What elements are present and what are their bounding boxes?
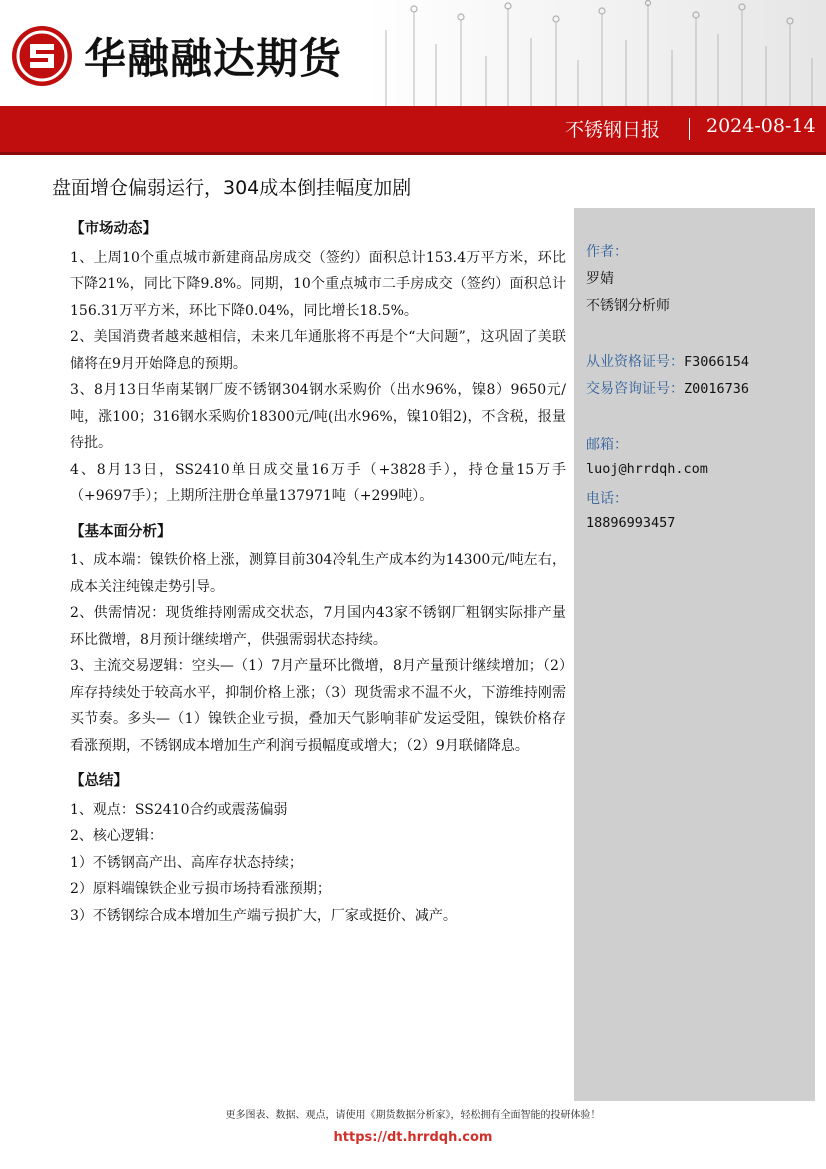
- qualification-label: 从业资格证号：: [586, 354, 684, 370]
- title-divider: [689, 118, 690, 140]
- paragraph: 1、成本端：镍铁价格上涨，测算目前304冷轧生产成本约为14300元/吨左右，成本关注纯镍走势引导。: [70, 552, 566, 595]
- paragraph: 1、上周10个重点城市新建商品房成交（签约）面积总计153.4万平方米，环比下降21%，同比下降9.8%。同期，10个重点城市二手房成交（签约）面积总计156.31万平方米，环比下降0.04%，同比增长18.5%。: [70, 249, 566, 319]
- author-label: 作者：: [586, 244, 628, 260]
- consult-label: 交易咨询证号：: [586, 381, 684, 397]
- report-headline: 盘面增仓偏弱运行，304成本倒挂幅度加剧: [52, 177, 412, 199]
- section-summary: [70, 768, 566, 929]
- section-title: 【市场动态】: [70, 221, 157, 237]
- report-title-bar: [0, 106, 826, 155]
- section-market-news: [70, 216, 566, 510]
- company-name: 华融融达期货: [84, 34, 343, 83]
- paragraph: 3、主流交易逻辑：空头—（1）7月产量环比微增，8月产量预计继续增加；（2）库存持续处于较高水平，抑制价格上涨；（3）现货需求不温不火，下游维持刚需买节奏。多头—（1）镍铁企业亏损，叠加天气影响菲矿发运受阻，镍铁价格存看涨预期，不锈钢成本增加生产利润亏损幅度或增大；（2）9月联储降息。: [70, 658, 566, 754]
- section-fundamental-analysis: [70, 519, 566, 760]
- paragraph: 3）不锈钢综合成本增加生产端亏损扩大，厂家或挺价、减产。: [70, 907, 457, 924]
- report-date: 2024-08-14: [706, 115, 816, 137]
- email-value[interactable]: luoj@hrrdqh.com: [586, 461, 708, 477]
- decorative-lines-graphic: [366, 0, 826, 106]
- author-sidebar: [574, 208, 815, 1101]
- company-logo-icon: [10, 24, 74, 88]
- section-title: 【基本面分析】: [70, 523, 172, 540]
- consult-row: [586, 378, 749, 398]
- report-type-label: 不锈钢日报: [564, 119, 660, 141]
- paragraph: 2）原料端镍铁企业亏损市场持看涨预期；: [70, 881, 331, 897]
- author-name: 罗婧: [586, 271, 614, 287]
- page-header: [0, 0, 826, 106]
- qualification-number: F3066154: [684, 354, 750, 370]
- phone-value: 18896993457: [586, 515, 676, 531]
- paragraph: 1、观点：SS2410合约或震荡偏弱: [70, 801, 288, 818]
- paragraph: 2、美国消费者越来越相信，未来几年通胀将不再是个“大问题”，这巩固了美联储将在9月开始降息的预期。: [70, 329, 566, 372]
- paragraph: 2、供需情况：现货维持刚需成交状态，7月国内43家不锈钢厂粗钢实际排产量环比微增，8月预计继续增产，供强需弱状态持续。: [70, 605, 566, 648]
- paragraph: 2、核心逻辑：: [70, 828, 163, 844]
- consult-number: Z0016736: [684, 381, 750, 397]
- phone-label: 电话：: [586, 491, 628, 507]
- paragraph: 3、8月13日华南某钢厂废不锈钢304钢水采购价（出水96%，镍8）9650元/吨，涨100；316钢水采购价18300元/吨(出水96%，镍10钼2)，不含税，报量待批。: [70, 382, 566, 451]
- qualification-row: [586, 351, 749, 371]
- footer-website-link[interactable]: https://dt.hrrdqh.com: [333, 1130, 493, 1145]
- main-content: [70, 216, 566, 929]
- section-title: 【总结】: [70, 773, 128, 789]
- email-label: 邮箱：: [586, 437, 628, 453]
- author-title: 不锈钢分析师: [586, 298, 670, 314]
- paragraph: 1）不锈钢高产出、高库存状态持续；: [70, 854, 303, 871]
- footer-promo-text: 更多图表、数据、观点，请使用《期货数据分析家》，轻松拥有全面智能的投研体验！: [225, 1110, 601, 1121]
- paragraph: 4、8月13日，SS2410单日成交量16万手（+3828手），持仓量15万手（+9697手）；上期所注册仓单量137971吨（+299吨）。: [70, 461, 566, 504]
